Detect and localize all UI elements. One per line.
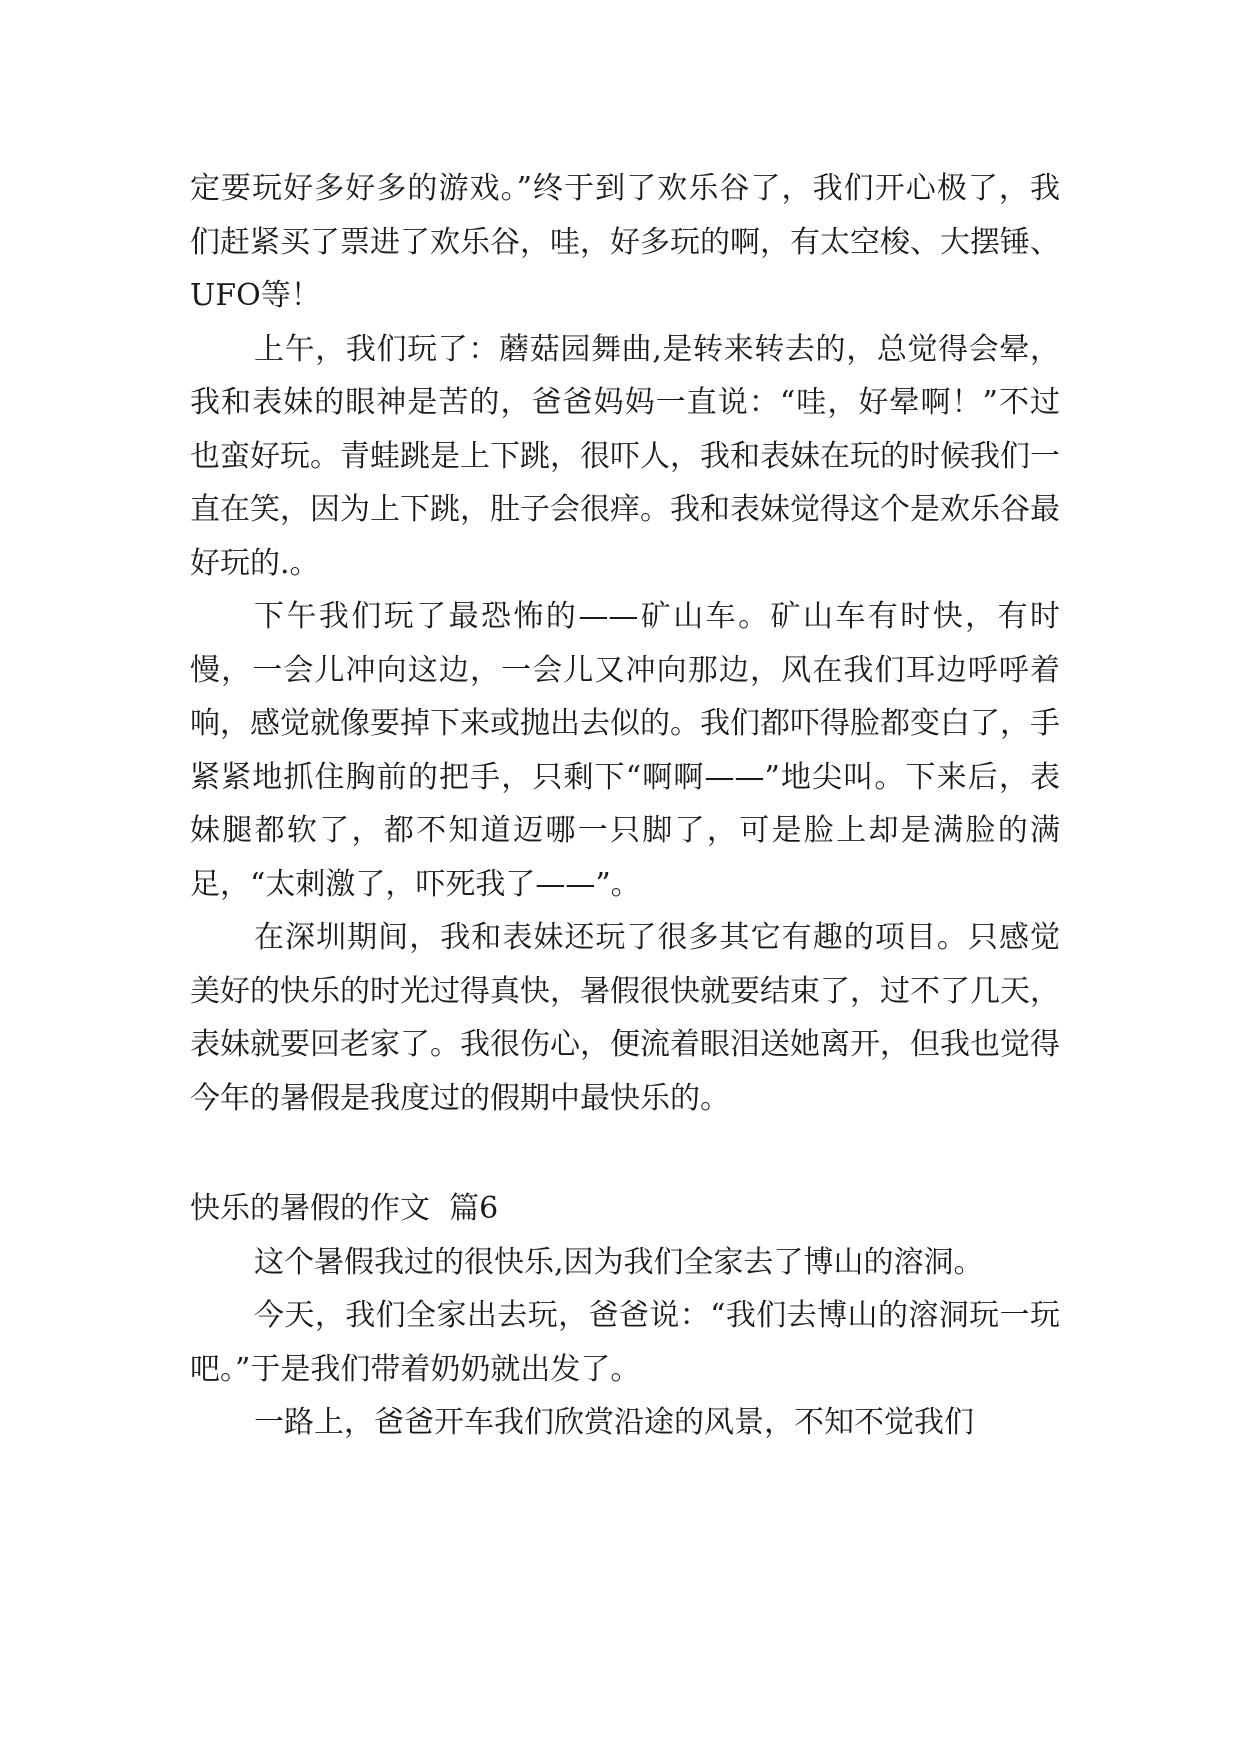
paragraph-7: 一路上，爸爸开车我们欣赏沿途的风景，不知不觉我们	[254, 1405, 974, 1440]
section-heading: 快乐的暑假的作文 篇6	[190, 1191, 499, 1226]
paragraph-6: 今天，我们全家出去玩，爸爸说：“我们去博山的溶洞玩一玩吧。”于是我们带着奶奶就出发了。	[190, 1298, 1060, 1387]
paragraph-5: 这个暑假我过的很快乐,因为我们全家去了博山的溶洞。	[254, 1244, 984, 1280]
paragraph-3: 下午我们玩了最恐怖的——矿山车。矿山车有时快，有时慢，一会儿冲向这边，一会儿又冲向那边，风在我们耳边呼呼着响，感觉就像要掉下来或抛出去似的。我们都吓得脸都变白了，手紧紧地抓住胸前的把手，只剩下“啊啊——”地尖叫。下来后，表妹腿都软了，都不知道迈哪一只脚了，可是脸上却是满脸的满足，“太刺激了，吓死我了——”。	[190, 599, 1060, 902]
paragraph-1: 定要玩好多好多的游戏。”终于到了欢乐谷了，我们开心极了，我们赶紧买了票进了欢乐谷，哇，好多玩的啊，有太空梭、大摆锤、UFO等！	[190, 171, 1060, 313]
paragraph-4: 在深圳期间，我和表妹还玩了很多其它有趣的项目。只感觉美好的快乐的时光过得真快，暑假很快就要结束了，过不了几天，表妹就要回老家了。我很伤心，便流着眼泪送她离开，但我也觉得今年的暑假是我度过的假期中最快乐的。	[190, 920, 1060, 1116]
document-body	[190, 162, 1060, 1450]
paragraph-2: 上午，我们玩了：蘑菇园舞曲,是转来转去的，总觉得会晕，我和表妹的眼神是苦的，爸爸妈妈一直说：“哇，好晕啊！”不过也蛮好玩。青蛙跳是上下跳，很吓人，我和表妹在玩的时候我们一直在笑，因为上下跳，肚子会很痒。我和表妹觉得这个是欢乐谷最好玩的.。	[190, 331, 1060, 581]
